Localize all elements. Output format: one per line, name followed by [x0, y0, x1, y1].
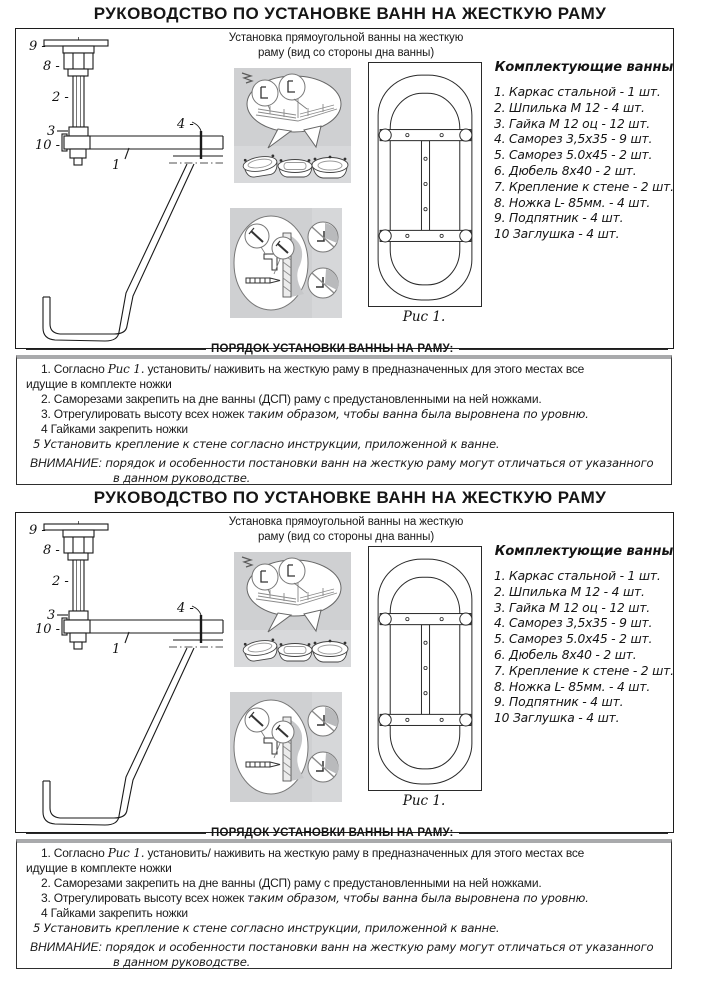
step-2: 2. Саморезами закрепить на дне ванны (ДСП) раму с предустановленными на ней ножками. — [41, 392, 542, 406]
page-title: РУКОВОДСТВО ПО УСТАНОВКЕ ВАНН НА ЖЕСТКУЮ РАМУ — [93, 4, 607, 23]
leg-assembly-drawing — [19, 36, 233, 344]
component-item: 9. Подпятник - 4 шт. — [494, 695, 624, 710]
prohibited-mount-circle-2 — [308, 752, 338, 782]
subtitle-line-1: Установка прямоугольной ванны на жесткую — [228, 32, 464, 44]
warning-note: ВНИМАНИЕ: порядок и особенности постановки ванн на жесткую раму могут отличаться от указанного — [30, 456, 654, 470]
step-1: 1. Согласно Рис 1. установить/ наживить на жесткую раму в предназначенных для этого местах все — [41, 362, 585, 376]
warning-note-continuation: в данном руководстве. — [113, 471, 251, 485]
subtitle-line-2: раму (вид со стороны дна ванны) — [257, 530, 435, 543]
wall-mount-overview-image — [234, 552, 351, 667]
wall-fixing-detail-image — [230, 208, 342, 318]
component-item: 1. Каркас стальной - 1 шт. — [494, 85, 661, 99]
leg-label-1: 1 — [112, 642, 121, 657]
prohibited-mount-circle-2 — [308, 268, 338, 298]
leg-label-10: 10 - — [35, 622, 61, 637]
figure-reference: Рис 1. — [107, 846, 145, 860]
components-list — [494, 544, 674, 727]
divider-line-right — [459, 349, 668, 350]
component-item: 10 Заглушка - 4 шт. — [494, 711, 620, 726]
bath-frame-drawing — [369, 547, 481, 790]
wall-mount-overview-image — [234, 68, 351, 183]
component-item: 6. Дюбель 8х40 - 2 шт. — [494, 163, 637, 178]
manual-section — [0, 484, 706, 968]
page-title: РУКОВОДСТВО ПО УСТАНОВКЕ ВАНН НА ЖЕСТКУЮ РАМУ — [93, 488, 607, 507]
divider-line-right — [459, 833, 668, 834]
figure-caption: Рис 1. — [402, 793, 446, 809]
component-item: 5. Саморез 5.0х45 - 2 шт. — [494, 632, 653, 647]
component-item: 7. Крепление к стене - 2 шт. — [494, 663, 674, 678]
component-item: 4. Саморез 3,5х35 - 9 шт. — [494, 616, 653, 631]
manual-section — [0, 0, 706, 484]
step-5: 5 Установить крепление к стене согласно инструкции, приложенной к ванне. — [33, 437, 500, 451]
prohibited-mount-circle-1 — [308, 706, 338, 736]
step-4: 4 Гайками закрепить ножки — [41, 906, 188, 920]
step-1-continuation: идущие в комплекте ножки — [26, 377, 172, 391]
steps-heading-divider — [0, 826, 668, 840]
component-item: 10 Заглушка - 4 шт. — [494, 227, 620, 242]
leg-label-3: 3 — [47, 124, 56, 139]
wall-fixing-detail-image — [230, 692, 342, 802]
figure-caption: Рис 1. — [402, 309, 446, 325]
installation-steps — [16, 839, 672, 969]
leg-label-4: 4 - — [177, 117, 194, 132]
step-3: 3. Отрегулировать высоту всех ножек таким образом, чтобы ванна была выровнена по уровню. — [41, 891, 589, 905]
component-item: 9. Подпятник - 4 шт. — [494, 211, 624, 226]
component-item: 4. Саморез 3,5х35 - 9 шт. — [494, 132, 653, 147]
step-2: 2. Саморезами закрепить на дне ванны (ДСП) раму с предустановленными на ней ножками. — [41, 876, 542, 890]
step-3: 3. Отрегулировать высоту всех ножек таким образом, чтобы ванна была выровнена по уровню. — [41, 407, 589, 421]
frame-figure-box — [368, 62, 482, 307]
leg-assembly-drawing — [19, 520, 233, 828]
leg-label-8: 8 - — [43, 543, 60, 558]
figure-box — [15, 512, 674, 833]
component-item: 3. Гайка М 12 оц - 12 шт. — [494, 116, 650, 131]
frame-figure-box — [368, 546, 482, 791]
bath-frame-drawing — [369, 63, 481, 306]
component-item: 8. Ножка L- 85мм. - 4 шт. — [494, 679, 651, 694]
step-1: 1. Согласно Рис 1. установить/ наживить на жесткую раму в предназначенных для этого местах все — [41, 846, 585, 860]
steps-heading: ПОРЯДОК УСТАНОВКИ ВАННЫ НА РАМУ: — [211, 827, 454, 839]
steps-heading-divider — [0, 342, 668, 356]
figure-reference: Рис 1. — [107, 362, 145, 376]
leg-label-2: 2 - — [52, 574, 69, 589]
leg-label-2: 2 - — [52, 90, 69, 105]
component-item: 2. Шпилька М 12 - 4 шт. — [494, 584, 645, 599]
component-item: 7. Крепление к стене - 2 шт. — [494, 179, 674, 194]
installation-steps — [16, 355, 672, 485]
component-item: 1. Каркас стальной - 1 шт. — [494, 569, 661, 583]
divider-line-left — [26, 349, 206, 350]
figure-box — [15, 28, 674, 349]
step-4: 4 Гайками закрепить ножки — [41, 422, 188, 436]
step-1-continuation: идущие в комплекте ножки — [26, 861, 172, 875]
components-list — [494, 60, 674, 243]
component-item: 6. Дюбель 8х40 - 2 шт. — [494, 647, 637, 662]
leg-label-3: 3 — [47, 608, 56, 623]
component-item: 3. Гайка М 12 оц - 12 шт. — [494, 600, 650, 615]
component-item: 2. Шпилька М 12 - 4 шт. — [494, 100, 645, 115]
leg-label-10: 10 - — [35, 138, 61, 153]
component-item: 8. Ножка L- 85мм. - 4 шт. — [494, 195, 651, 210]
leg-label-1: 1 — [112, 158, 121, 173]
prohibited-mount-circle-1 — [308, 222, 338, 252]
leg-label-4: 4 - — [177, 601, 194, 616]
warning-note-continuation: в данном руководстве. — [113, 955, 251, 969]
leg-label-9: 9 - — [29, 39, 46, 54]
components-heading: Комплектующие ванны — [494, 60, 674, 75]
steps-heading: ПОРЯДОК УСТАНОВКИ ВАННЫ НА РАМУ: — [211, 343, 454, 355]
leg-label-8: 8 - — [43, 59, 60, 74]
divider-line-left — [26, 833, 206, 834]
step-5: 5 Установить крепление к стене согласно инструкции, приложенной к ванне. — [33, 921, 500, 935]
warning-note: ВНИМАНИЕ: порядок и особенности постановки ванн на жесткую раму могут отличаться от указанного — [30, 940, 654, 954]
subtitle-line-2: раму (вид со стороны дна ванны) — [257, 46, 435, 59]
components-heading: Комплектующие ванны — [494, 544, 674, 559]
leg-label-9: 9 - — [29, 523, 46, 538]
component-item: 5. Саморез 5.0х45 - 2 шт. — [494, 148, 653, 163]
subtitle-line-1: Установка прямоугольной ванны на жесткую — [228, 516, 464, 528]
